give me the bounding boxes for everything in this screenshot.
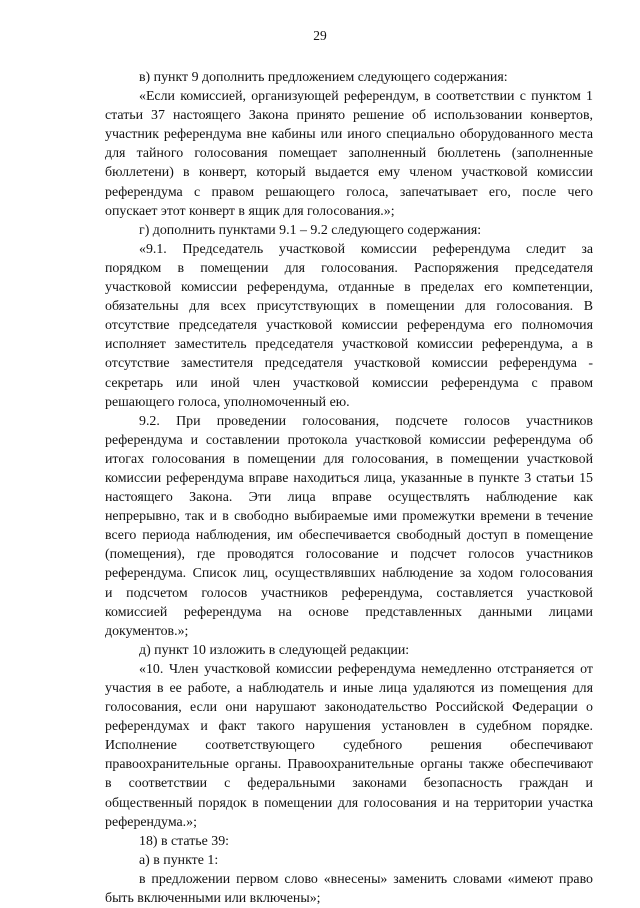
text-line: настоящего Закона. Эти лица вправе осуществлять наблюдение как (105, 490, 593, 506)
text-line: документов.»; (105, 623, 189, 639)
text-line: итогах голосования в помещении для голосования, в помещении участковой (105, 451, 593, 467)
text-line: «9.1. Председатель участковой комиссии референдума следит за (139, 241, 593, 257)
text-line: отсутствие председателя участковой комиссии референдума его полномочия (105, 318, 593, 334)
text-line: общественный порядок в помещении для голосования и на территории участка (105, 795, 593, 811)
text-line: непрерывно, так и в свободно выбираемые ими промежутки времени в течение (105, 509, 593, 525)
text-line: секретарь или иной член участковой комиссии референдума с правом (105, 375, 593, 391)
text-line: г) дополнить пунктами 9.1 – 9.2 следующего содержания: (139, 222, 482, 238)
text-line: (помещения), где проводятся голосование и подсчет голосов участников (105, 547, 593, 563)
text-line: референдума. Список лиц, осуществлявших наблюдение за ходом голосования (105, 566, 593, 582)
text-line: в соответствии с федеральными законами безопасность граждан и (105, 776, 593, 792)
text-line: обязательны для всех присутствующих в помещении для голосования. В (105, 299, 593, 315)
document-body (105, 68, 593, 908)
text-line: референдумах и факт такого нарушения установлен в судебном порядке. (105, 719, 593, 735)
text-line: быть включенными или включены»; (105, 891, 321, 907)
text-line: отсутствие заместителя председателя участковой комиссии референдума - (105, 356, 593, 372)
text-line: исполняет заместитель председателя участковой комиссии референдума, а в (105, 337, 593, 353)
text-line: а) в пункте 1: (139, 852, 219, 868)
text-line: в предложении первом слово «внесены» заменить словами «имеют право (139, 871, 593, 887)
text-line: решающего голоса, уполномоченный ею. (105, 394, 350, 410)
text-line: участковой комиссии референдума, отданные в пределах его компетенции, (105, 280, 593, 296)
text-line: участия в ее работе, а наблюдатель и иные лица удаляются из помещения для (105, 681, 593, 696)
text-line: комиссии референдума вправе находиться лица, указанные в пункте 3 статьи 15 (105, 470, 593, 486)
page-number: 29 (313, 28, 327, 43)
text-line: участник референдума вне кабины или иного специально оборудованного места (105, 127, 593, 143)
text-line: в) пункт 9 дополнить предложением следующего содержания: (139, 70, 508, 85)
text-line: референдума с правом решающего голоса, запечатывает его, после чего (105, 184, 593, 200)
text-line: «10. Член участковой комиссии референдума немедленно отстраняется от (139, 661, 593, 677)
text-line: 9.2. При проведении голосования, подсчете голосов участников (139, 413, 593, 429)
text-line: голосования, если они нарушают законодательство Российской Федерации о (105, 700, 593, 716)
text-line: «Если комиссией, организующей референдум, в соответствии с пунктом 1 (139, 89, 593, 105)
text-line: статьи 37 настоящего Закона принято решение об использовании конвертов, (105, 108, 593, 124)
text-line: бюллетени) в конверт, который выдается ему членом участковой комиссии (105, 165, 593, 181)
text-line: всего периода наблюдения, им обеспечивается свободный доступ в помещение (105, 528, 593, 544)
text-line: и подсчетом голосов участников референдума, составляется участковой (105, 585, 593, 601)
text-line: 18) в статье 39: (139, 833, 230, 849)
text-line: референдума и составлении протокола участковой комиссии референдума об (105, 432, 593, 448)
text-line: опускает этот конверт в ящик для голосования.»; (105, 203, 395, 219)
text-line: д) пункт 10 изложить в следующей редакции: (139, 642, 410, 658)
text-line: комиссией референдума на основе представленных данными лицами (105, 604, 593, 620)
text-line: правоохранительные органы. Правоохранительные органы также обеспечивают (105, 757, 593, 773)
text-line: порядком в помещении для голосования. Распоряжения председателя (105, 260, 593, 276)
text-line: для тайного голосования помещает заполненный бюллетень (заполненные (105, 146, 593, 162)
text-line: референдума.»; (105, 814, 197, 830)
text-line: Исполнение соответствующего судебного решения обеспечивают (105, 738, 593, 754)
